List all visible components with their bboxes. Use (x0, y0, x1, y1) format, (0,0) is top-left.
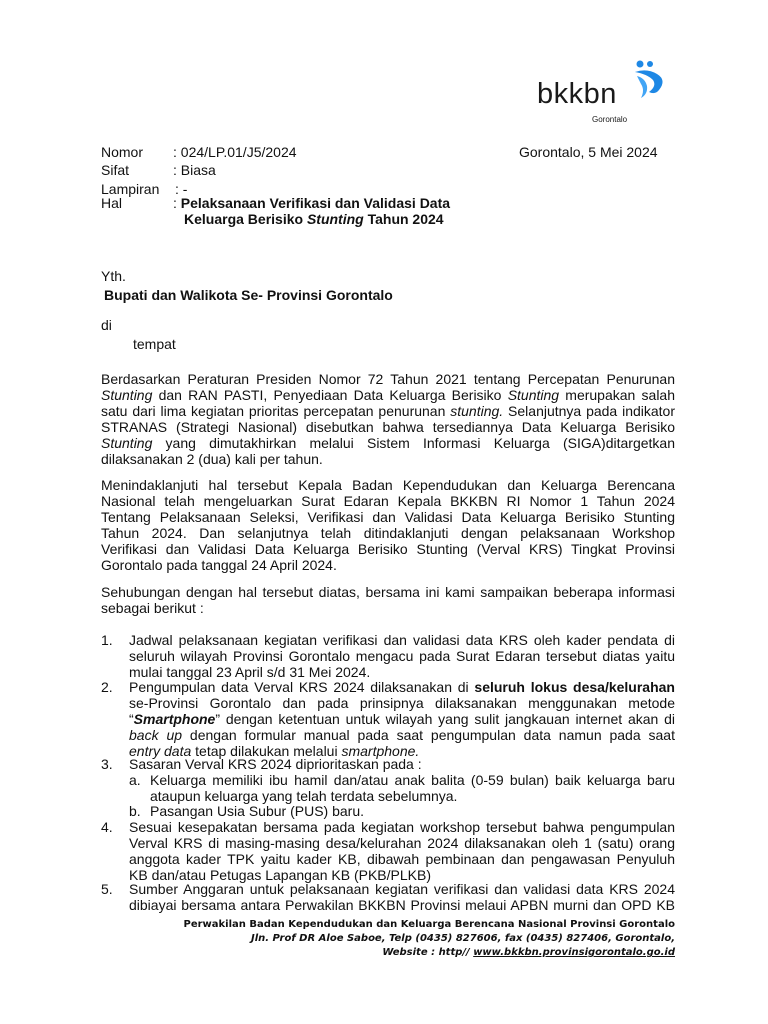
i5-line1: Sumber Anggaran untuk pelaksanaan kegiatan verifikasi dan validasi data KRS 2024 (129, 881, 675, 897)
footer-website-link[interactable]: www.bkkbn.provinsigorontalo.go.id (473, 947, 675, 958)
list-item-1-number: 1. (101, 632, 113, 648)
p1-l5a: Stunting (101, 435, 153, 451)
p1-l3a: satu dari lima kegiatan prioritas percepatan penurunan (101, 403, 451, 419)
p2-line3: Tentang Pelaksanaan Seleksi, Verifikasi dan Validasi Data Keluarga Berisiko Stunting (101, 509, 675, 525)
i1-line3: mulai tanggal 23 April s/d 31 Mei 2024. (129, 664, 371, 680)
p1-line2 (101, 387, 675, 403)
list-item-3 (129, 756, 675, 772)
footer-website-line (115, 946, 675, 960)
p3-line1: Sehubungan dengan hal tersebut diatas, bersama ini kami sampaikan beberapa informasi (101, 584, 675, 600)
address-di: di (101, 317, 112, 333)
paragraph-2 (101, 477, 675, 573)
hal-subject-line2c: Tahun 2024 (363, 211, 444, 227)
hal-colon: : (173, 195, 181, 211)
i4-line1: Sesuai kesepakatan bersama pada kegiatan workshop tersebut bahwa pengumpulan (129, 819, 675, 835)
p3-line2: sebagai berikut : (101, 600, 204, 616)
p2-line2: Nasional telah mengeluarkan Surat Edaran Kepala BKKBN RI Nomor 1 Tahun 2024 (101, 493, 675, 509)
p2-line5: Verifikasi dan Validasi Data Keluarga Berisiko Stunting (Verval KRS) Tingkat Provinsi (101, 541, 675, 557)
i1-line2: seluruh wilayah Provinsi Gorontalo mengacu pada Surat Edaran tersebut diatas yaitu (129, 648, 675, 664)
sifat-value: : Biasa (173, 162, 216, 178)
p2-line6: Gorontalo pada tanggal 24 April 2024. (101, 557, 337, 573)
i2-l4b: dengan formular manual pada saat pengumpulan data namun pada saat (182, 727, 675, 743)
p1-line6: dilaksanakan 2 (dua) kali per tahun. (101, 451, 323, 467)
p1-l2d: merupakan salah (559, 387, 676, 403)
i3-line1: Sasaran Verval KRS 2024 diprioritaskan pada : (129, 756, 422, 772)
footer-address: Jln. Prof DR Aloe Saboe, Telp (0435) 827606, fax (0435) 827406, Gorontalo, (250, 933, 675, 944)
i2-l5c: smartphone. (341, 743, 420, 759)
i4-line4: KB dan/atau Petugas Lapangan KB (PKB/PLKB) (129, 867, 431, 883)
list-item-2 (129, 679, 675, 759)
i4-line2: Verval KRS di masing-masing desa/kelurahan 2024 dilaksanakan oleh 1 (satu) orang (129, 835, 675, 851)
i2-l3c: ” dengan ketentuan untuk wilayah yang sulit jangkauan internet akan di (215, 711, 675, 727)
list-item-3a-letter: a. (129, 772, 141, 788)
list-item-2-number: 2. (101, 679, 113, 695)
p1-line5 (101, 435, 675, 451)
i3a-line2: ataupun keluarga yang telah terdata sebelumnya. (150, 788, 458, 804)
lampiran-label: Lampiran (101, 181, 160, 197)
p1-l3c: Selanjutnya pada indikator (503, 403, 675, 419)
i3a-line1: Keluarga memiliki ibu hamil dan/atau anak balita (0-59 bulan) baik keluarga baru (150, 772, 675, 788)
bkkbn-logo-mark-icon (619, 58, 679, 100)
place-date: Gorontalo, 5 Mei 2024 (519, 144, 658, 160)
p1-l3b: stunting. (450, 403, 504, 419)
list-item-3-number: 3. (101, 756, 113, 772)
list-item-5-number: 5. (101, 881, 113, 897)
i2-l3b: Smartphone (133, 711, 216, 727)
hal-value-line2 (184, 211, 444, 227)
p1-line4: STRANAS (Strategi Nasional) disebutkan bahwa tersediannya Data Keluarga Berisiko (101, 419, 675, 435)
list-item-1 (129, 632, 675, 680)
i2-l1b: seluruh lokus desa/kelurahan (474, 679, 675, 695)
i4-line3: anggota kader TPK yaitu kader KB, dibawah pembinaan dan pengawasan Penyuluh (129, 851, 675, 867)
list-item-3a (150, 772, 675, 804)
bkkbn-logo (537, 58, 677, 126)
p1-l2c: Stunting (507, 387, 560, 403)
i2-l3a: “ (129, 711, 134, 727)
p2-line4: Tahun 2024. Dan selanjutnya telah ditindaklanjuti dengan pelaksanaan Workshop (101, 525, 675, 541)
list-item-3b-letter: b. (129, 803, 141, 819)
i1-line1: Jadwal pelaksanaan kegiatan verifikasi dan validasi data KRS oleh kader pendata di (129, 632, 675, 648)
nomor-label: Nomor (101, 144, 144, 160)
i2-line1 (129, 679, 675, 695)
p2-line1: Menindaklanjuti hal tersebut Kepala Badan Kependudukan dan Keluarga Berencana (101, 477, 675, 493)
i2-l5a: entry data (129, 743, 192, 759)
p1-l5b: yang dimutakhirkan melalui Sistem Informasi Keluarga (SIGA)ditargetkan (152, 435, 675, 451)
i2-line2: se-Provinsi Gorontalo dan pada prinsipnya dilaksanakan menggunakan metode (129, 695, 675, 711)
lampiran-value: : - (175, 181, 188, 197)
info-list (101, 632, 675, 913)
hal-label: Hal (101, 195, 123, 211)
footer-website-label: Website : http// (382, 947, 474, 958)
list-item-4 (129, 819, 675, 883)
p1-l2b: dan RAN PASTI, Penyediaan Data Keluarga Berisiko (152, 387, 508, 403)
address-tempat: tempat (133, 336, 176, 352)
hal-subject-line2a: Keluarga Berisiko (184, 211, 307, 227)
list-item-3b (150, 803, 675, 819)
logo-subtext: Gorontalo (592, 115, 628, 124)
p1-line1: Berdasarkan Peraturan Presiden Nomor 72 Tahun 2021 tentang Percepatan Penurunan (101, 371, 675, 387)
list-item-5 (129, 881, 675, 913)
i2-line4 (129, 727, 675, 743)
hal-subject-line2b: Stunting (306, 211, 364, 227)
nomor-value: : 024/LP.01/J5/2024 (173, 144, 297, 160)
hal-value-line1 (173, 195, 450, 211)
paragraph-1 (101, 371, 675, 467)
yth: Yth. (101, 268, 126, 284)
i2-l5b: tetap dilakukan melalui (191, 743, 342, 759)
i2-l1a: Pengumpulan data Verval KRS 2024 dilaksanakan di (129, 679, 475, 695)
p1-l2a: Stunting (101, 387, 153, 403)
letterhead-footer (115, 918, 675, 960)
i5-line2: dibiayai bersama antara Perwakilan BKKBN Provinsi melaui APBN murni dan OPD KB (129, 897, 675, 913)
paragraph-3 (101, 584, 675, 616)
p1-line3 (101, 403, 675, 419)
logo-text: bkkbn (537, 78, 617, 110)
footer-office-name: Perwakilan Badan Kependudukan dan Keluarga Berencana Nasional Provinsi Gorontalo (183, 919, 675, 930)
i2-l4a: back up (129, 727, 183, 743)
list-item-4-number: 4. (101, 819, 113, 835)
sifat-label: Sifat (101, 162, 130, 178)
i2-line3 (129, 711, 675, 727)
hal-subject-line1: Pelaksanaan Verifikasi dan Validasi Data (180, 195, 451, 211)
i3b-line1: Pasangan Usia Subur (PUS) baru. (150, 803, 364, 819)
recipient: Bupati dan Walikota Se- Provinsi Gorontalo (104, 287, 393, 303)
